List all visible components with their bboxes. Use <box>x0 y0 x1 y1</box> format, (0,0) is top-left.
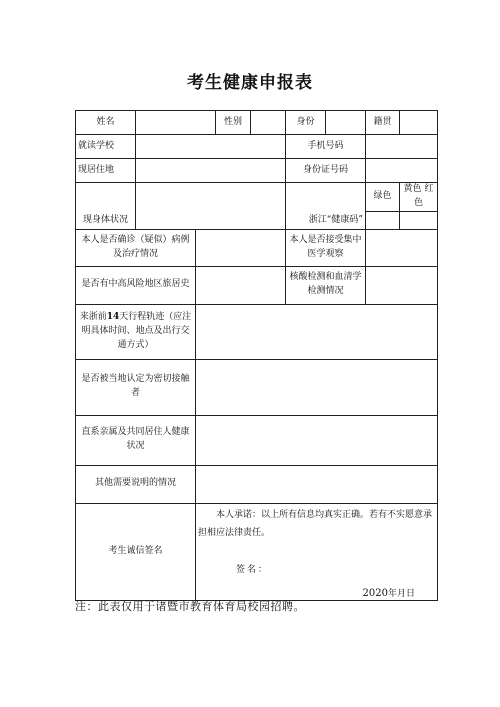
pledge-block <box>196 504 437 599</box>
trip-label-b: 天行程轨迹（应注明具体时间、地点及出行交通方式） <box>81 311 192 350</box>
form-row-pledge <box>76 503 438 600</box>
red-code-label: 红色 <box>413 184 434 208</box>
date-rest: 年月日 <box>387 588 415 599</box>
phone-label: 手机号码 <box>286 135 366 159</box>
green-code-check[interactable] <box>366 211 400 229</box>
form-row-address <box>76 159 438 183</box>
trip-label <box>76 304 196 359</box>
name-field[interactable] <box>136 111 216 135</box>
id-number-label: 身份证号码 <box>286 159 366 183</box>
health-condition-field[interactable] <box>136 183 286 230</box>
other-notes-field[interactable] <box>196 465 438 503</box>
identity-field[interactable] <box>326 111 366 135</box>
family-health-label: 直系亲属及共同居住人健康状况 <box>76 415 196 465</box>
test-result-label: 核酸检测和血清学检测情况 <box>286 266 366 304</box>
address-field[interactable] <box>136 159 286 183</box>
observation-label: 本人是否接受集中医学观察 <box>286 229 366 266</box>
form-row-family <box>76 415 438 465</box>
pledge-cell[interactable] <box>196 503 438 600</box>
page-title: 考生健康申报表 <box>187 73 313 93</box>
health-condition-label: 现身体状况 <box>76 183 136 230</box>
form-row-school <box>76 135 438 159</box>
school-field[interactable] <box>136 135 286 159</box>
pledge-date <box>363 586 415 601</box>
yellow-red-code-check[interactable] <box>400 211 438 229</box>
date-year: 2020 <box>362 587 388 599</box>
family-health-field[interactable] <box>196 415 438 465</box>
risk-area-field[interactable] <box>196 266 286 304</box>
id-number-field[interactable] <box>366 159 438 183</box>
form-row-diagnosis <box>76 229 438 266</box>
pledge-text: 本人承诺：以上所有信息均真实正确。若有不实愿意承担相应法律责任。 <box>198 509 433 538</box>
address-label: 现居住地 <box>76 159 136 183</box>
signature-row-label: 考生诚信签名 <box>76 503 196 600</box>
green-code-option[interactable]: 绿色 <box>366 183 400 212</box>
gender-label: 性别 <box>216 111 251 135</box>
form-row-trip <box>76 304 438 359</box>
gender-field[interactable] <box>251 111 286 135</box>
name-label: 姓名 <box>76 111 136 135</box>
signature-label: 签名： <box>236 564 270 575</box>
phone-field[interactable] <box>366 135 438 159</box>
footnote: 注：此表仅用于诸暨市教育体育局校园招聘。 <box>75 600 305 613</box>
form-row-contact <box>76 359 438 415</box>
trip-field[interactable] <box>196 304 438 359</box>
form-row-other <box>76 465 438 503</box>
health-code-label: 浙江“健康码” <box>286 183 366 230</box>
declaration-form-table <box>75 110 438 601</box>
school-label: 就读学校 <box>76 135 136 159</box>
native-place-label: 籍贯 <box>366 111 400 135</box>
identity-label: 身份 <box>286 111 326 135</box>
trip-label-a: 来浙前 <box>79 311 107 322</box>
test-result-field[interactable] <box>366 266 438 304</box>
other-notes-label: 其他需要说明的情况 <box>76 465 196 503</box>
diagnosis-field[interactable] <box>196 229 286 266</box>
observation-field[interactable] <box>366 229 438 266</box>
form-row-health-top <box>76 183 438 212</box>
risk-area-label: 是否有中高风险地区旅居史 <box>76 266 196 304</box>
form-row-basic-info <box>76 111 438 135</box>
native-place-field[interactable] <box>400 111 438 135</box>
yellow-code-label: 黄色 <box>403 184 422 194</box>
trip-label-number: 14 <box>106 311 120 322</box>
diagnosis-label: 本人是否确诊（疑似）病例及治疗情况 <box>76 229 196 266</box>
yellow-code-option[interactable] <box>400 183 438 212</box>
close-contact-field[interactable] <box>196 359 438 415</box>
form-row-risk <box>76 266 438 304</box>
close-contact-label: 是否被当地认定为密切接触者 <box>76 359 196 415</box>
